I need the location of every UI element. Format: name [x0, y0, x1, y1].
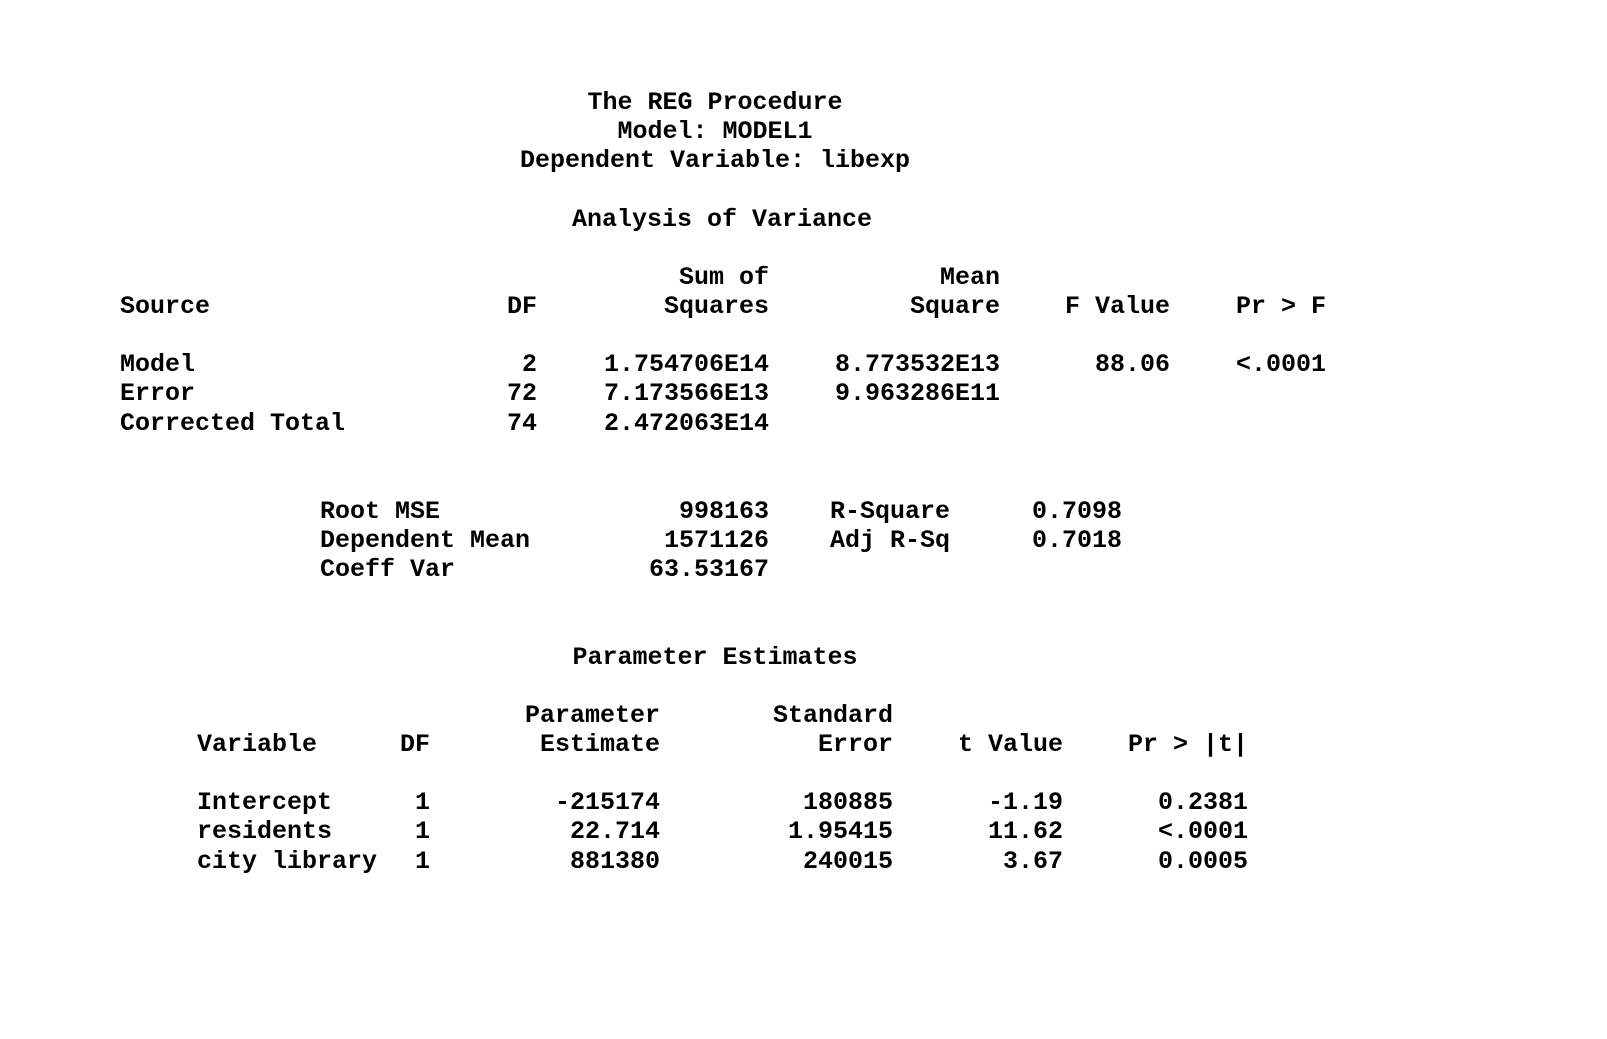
anova-row-ms: 8.773532E13	[834, 350, 1000, 379]
fit-value: 1571126	[663, 526, 769, 555]
anova-header-ss-bottom: Squares	[663, 292, 769, 321]
anova-row-ss: 7.173566E13	[603, 379, 769, 408]
anova-title: Analysis of Variance	[571, 205, 873, 234]
params-row-df: 1	[414, 817, 430, 846]
params-header-df: DF	[399, 730, 430, 759]
params-header-se-bottom: Error	[817, 730, 893, 759]
fit-label: Dependent Mean	[320, 526, 531, 555]
procedure-title: The REG Procedure	[587, 88, 843, 117]
params-row-variable: Intercept	[197, 788, 333, 817]
anova-row-df: 72	[506, 379, 537, 408]
anova-header-source: Source	[120, 292, 211, 321]
anova-row-source: Model	[120, 350, 196, 379]
params-row-estimate: 881380	[569, 847, 660, 876]
params-row-df: 1	[414, 788, 430, 817]
params-row-t-value: 11.62	[987, 817, 1063, 846]
params-header-est-top: Parameter	[524, 701, 660, 730]
anova-row-f-value: 88.06	[1094, 350, 1170, 379]
anova-row-df: 2	[521, 350, 537, 379]
params-header-variable: Variable	[197, 730, 318, 759]
model-title: Model: MODEL1	[617, 117, 813, 146]
anova-header-ss-top: Sum of	[678, 263, 769, 292]
anova-row-pr-f: <.0001	[1235, 350, 1326, 379]
fit-value: 63.53167	[648, 555, 769, 584]
fit-label-2: Adj R-Sq	[830, 526, 951, 555]
params-row-pr-t: <.0001	[1157, 817, 1248, 846]
params-row-std-error: 180885	[802, 788, 893, 817]
params-header-t-value: t Value	[957, 730, 1063, 759]
params-row-std-error: 1.95415	[787, 817, 893, 846]
fit-value-2: 0.7098	[1032, 497, 1123, 526]
params-row-pr-t: 0.2381	[1157, 788, 1248, 817]
anova-header-pr-f: Pr > F	[1235, 292, 1326, 321]
params-row-df: 1	[414, 847, 430, 876]
params-header-se-top: Standard	[772, 701, 893, 730]
params-row-variable: residents	[197, 817, 333, 846]
fit-value: 998163	[678, 497, 769, 526]
params-row-estimate: 22.714	[569, 817, 660, 846]
dependent-variable-title: Dependent Variable: libexp	[519, 146, 911, 175]
fit-label: Coeff Var	[320, 555, 456, 584]
anova-header-df: DF	[506, 292, 537, 321]
params-row-t-value: -1.19	[987, 788, 1063, 817]
anova-header-ms-top: Mean	[939, 263, 1000, 292]
anova-row-ss: 1.754706E14	[603, 350, 769, 379]
anova-row-ss: 2.472063E14	[603, 409, 769, 438]
anova-header-ms-bottom: Square	[909, 292, 1000, 321]
params-title: Parameter Estimates	[572, 643, 858, 672]
anova-row-source: Error	[120, 379, 196, 408]
fit-label-2: R-Square	[830, 497, 951, 526]
params-header-pr-t: Pr > |t|	[1127, 730, 1248, 759]
fit-label: Root MSE	[320, 497, 441, 526]
params-row-t-value: 3.67	[1002, 847, 1063, 876]
params-row-pr-t: 0.0005	[1157, 847, 1248, 876]
anova-header-f-value: F Value	[1064, 292, 1170, 321]
fit-value-2: 0.7018	[1032, 526, 1123, 555]
anova-row-df: 74	[506, 409, 537, 438]
params-row-variable: city library	[197, 847, 378, 876]
params-row-std-error: 240015	[802, 847, 893, 876]
anova-row-source: Corrected Total	[120, 409, 346, 438]
params-row-estimate: -215174	[554, 788, 660, 817]
anova-row-ms: 9.963286E11	[834, 379, 1000, 408]
params-header-est-bottom: Estimate	[539, 730, 660, 759]
